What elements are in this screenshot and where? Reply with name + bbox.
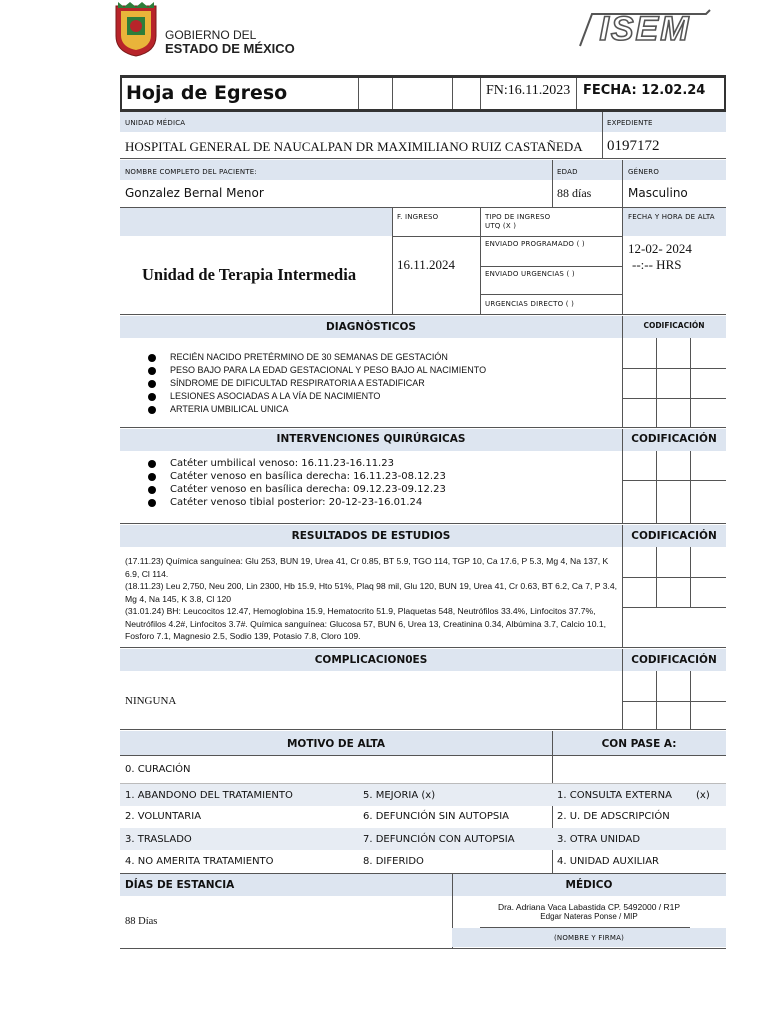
pase-3: 3. OTRA UNIDAD <box>557 834 641 845</box>
complicaciones-title: COMPLICACION0ES <box>314 654 428 666</box>
alta-hora-value: --:-- HRS <box>632 257 682 272</box>
complicaciones-cod-label: CODIFICACIÓN <box>631 654 717 666</box>
motivo-title: MOTIVO DE ALTA <box>286 738 386 750</box>
medico-line-1: Dra. Adriana Vaca Labastida CP. 5492000 / R1P <box>497 902 681 912</box>
diagnosticos-cod-label: CODIFICACIÓN <box>643 321 705 330</box>
tipo-opt-directo: URGENCIAS DIRECTO ( ) <box>485 300 575 308</box>
list-item: Catéter venoso tibial posterior: 20-12-23-16.01.24 <box>148 496 446 509</box>
gob-line-2: ESTADO DE MÉXICO <box>165 41 295 56</box>
resultado-1: (17.11.23) Química sanguínea: Glu 253, BUN 19, Urea 41, Cr 0.85, BT 5.9, TGO 114, TGP 10, Ca 17.6, P 5.3, Mg 4, Na 137, K 6.9, Cl 114. <box>125 556 609 579</box>
resultados-cod-label: CODIFICACIÓN <box>631 530 717 542</box>
pase-4: 4. UNIDAD AUXILIAR <box>557 856 659 867</box>
intervenciones-title: INTERVENCIONES QUIRÚRGICAS <box>276 433 466 445</box>
genero-value: Masculino <box>628 186 688 200</box>
fecha-alta-label: FECHA Y HORA DE ALTA <box>628 213 715 221</box>
gobierno-estado-mexico-seal-icon <box>112 2 160 58</box>
motivo-3: 3. TRASLADO <box>125 834 192 845</box>
list-item: Catéter venoso en basílica derecha: 09.12.23-09.12.23 <box>148 483 446 496</box>
list-item: SÍNDROME DE DIFICULTAD RESPIRATORIA A ESTADIFICAR <box>148 377 486 390</box>
diagnosticos-title: DIAGNÒSTICOS <box>326 321 416 333</box>
unidad-label: UNIDAD MÉDICA <box>125 119 186 127</box>
motivo-1: 1. ABANDONO DEL TRATAMIENTO <box>125 790 293 801</box>
list-item: Catéter umbilical venoso: 16.11.23-16.11.23 <box>148 457 446 470</box>
gobierno-logo-text <box>165 28 295 56</box>
list-item: RECIÉN NACIDO PRETÉRMINO DE 30 SEMANAS DE GESTACIÓN <box>148 351 486 364</box>
pase-title: CON PASE A: <box>601 738 677 750</box>
expediente-value: 0197172 <box>607 138 660 154</box>
medico-names <box>452 902 726 922</box>
resultados-title: RESULTADOS DE ESTUDIOS <box>291 530 451 542</box>
edad-value: 88 días <box>557 186 592 200</box>
motivo-0: 0. CURACIÓN <box>125 764 191 775</box>
bullet-icon <box>148 499 156 507</box>
motivo-6: 6. DEFUNCIÓN SIN AUTOPSIA <box>363 811 510 822</box>
resultado-2: (18.11.23) Leu 2,750, Neu 200, Lin 2300, Hb 15.9, Hto 51%, Plaq 98 mil, Glu 120, BUN 19, Urea 41, Cr 0.63, BT 6.2, Ca 7, P 3.4, Mg 4, Na 145, K 3.8, Cl 120 <box>125 581 618 604</box>
isem-logo-icon <box>578 8 712 48</box>
servicio-value: Unidad de Terapia Intermedia <box>142 265 357 284</box>
bullet-icon <box>148 406 156 414</box>
expediente-label: EXPEDIENTE <box>607 119 653 127</box>
nombre-label: NOMBRE COMPLETO DEL PACIENTE: <box>125 168 257 176</box>
bullet-icon <box>148 393 156 401</box>
f-ingreso-label: F. INGRESO <box>397 213 439 221</box>
bullet-icon <box>148 460 156 468</box>
bullet-icon <box>148 367 156 375</box>
doc-title: Hoja de Egreso <box>126 82 288 104</box>
gob-line-1: GOBIERNO DEL <box>165 28 257 42</box>
dias-label: DÍAS DE ESTANCIA <box>125 879 235 891</box>
dias-value: 88 Días <box>125 916 158 927</box>
unidad-value: HOSPITAL GENERAL DE NAUCALPAN DR MAXIMILIANO RUIZ CASTAÑEDA <box>125 139 583 154</box>
bullet-icon <box>148 354 156 362</box>
list-item: PESO BAJO PARA LA EDAD GESTACIONAL Y PESO BAJO AL NACIMIENTO <box>148 364 486 377</box>
complicaciones-value: NINGUNA <box>125 695 177 707</box>
medico-line-2: Edgar Nateras Ponse / MIP <box>540 912 638 921</box>
medico-label: MÉDICO <box>565 879 613 891</box>
tipo-ingreso-label: TIPO DE INGRESO UTQ (X ) <box>485 213 551 230</box>
firma-label: (NOMBRE Y FIRMA) <box>553 934 625 942</box>
pase-1: 1. CONSULTA EXTERNA <box>557 790 672 801</box>
edad-label: EDAD <box>557 168 578 176</box>
alta-fecha-value: 12-02- 2024 <box>628 241 692 256</box>
list-item: ARTERIA UMBILICAL UNICA <box>148 403 486 416</box>
tipo-opt-urgencias: ENVIADO URGENCIAS ( ) <box>485 270 575 278</box>
bullet-icon <box>148 473 156 481</box>
fn-date: FN:16.11.2023 <box>486 83 571 98</box>
pase-2: 2. U. DE ADSCRIPCIÓN <box>557 811 670 822</box>
list-item: LESIONES ASOCIADAS A LA VÍA DE NACIMIENTO <box>148 390 486 403</box>
resultados-text <box>125 555 619 643</box>
f-ingreso-value: 16.11.2024 <box>397 257 456 272</box>
resultado-3: (31.01.24) BH: Leucocitos 12.47, Hemoglobina 15.9, Hematocrito 51.9, Plaquetas 548, Neutrófilos 33.4%, Linfocitos 37.7%, Neutrófilos 4.2#, Linfocitos 3.7#. Química sanguínea: Glucosa 57, BUN 6, Urea 13, Creatinina 0.34, Albúmina 3.7, Calcio 10.1, Fosforo 7.1, Magnesio 2.5, Sodio 139, Potasio 7.8, Cloro 109. <box>125 606 607 641</box>
motivo-2: 2. VOLUNTARIA <box>125 811 202 822</box>
motivo-4: 4. NO AMERITA TRATAMIENTO <box>125 856 274 867</box>
list-item: Catéter venoso en basílica derecha: 16.11.23-08.12.23 <box>148 470 446 483</box>
intervenciones-list <box>148 457 446 509</box>
svg-text:ISEM: ISEM <box>599 10 691 48</box>
motivo-7: 7. DEFUNCIÓN CON AUTOPSIA <box>363 834 515 845</box>
nombre-value: Gonzalez Bernal Menor <box>125 186 264 200</box>
tipo-opt-programado: ENVIADO PROGRAMADO ( ) <box>485 240 585 248</box>
pase-1-mark: (x) <box>696 790 710 801</box>
bullet-icon <box>148 380 156 388</box>
bullet-icon <box>148 486 156 494</box>
motivo-5: 5. MEJORIA (x) <box>363 790 436 801</box>
motivo-8: 8. DIFERIDO <box>363 856 424 867</box>
intervenciones-cod-label: CODIFICACIÓN <box>631 433 717 445</box>
fecha-header: FECHA: 12.02.24 <box>583 83 706 98</box>
diagnosticos-list <box>148 351 486 416</box>
genero-label: GÉNERO <box>628 168 660 176</box>
